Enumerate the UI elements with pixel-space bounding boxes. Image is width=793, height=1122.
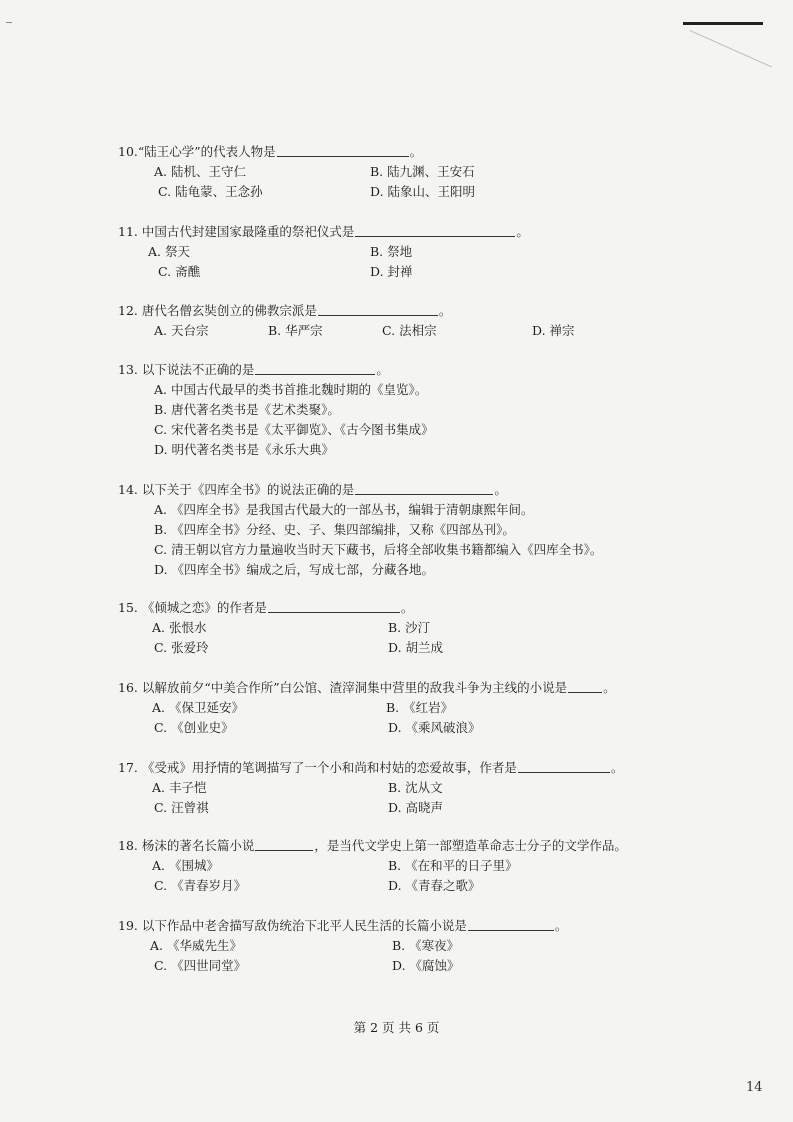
option-d: D. 陆象山、王阳明	[370, 184, 476, 199]
page-number: 14	[746, 1080, 763, 1095]
option-a: A. 陆机、王守仁	[154, 164, 246, 179]
question-10	[118, 142, 476, 202]
question-17	[118, 758, 623, 818]
option-c: C. 宋代著名类书是《太平御览》、《古今图书集成》	[154, 422, 434, 437]
question-stem	[118, 836, 627, 856]
option-b: B. 沙汀	[388, 620, 431, 635]
stem-end: 。	[400, 600, 414, 615]
stem-end: 。	[516, 224, 529, 239]
option-a: A. 《华威先生》	[150, 938, 242, 953]
question-15	[118, 598, 444, 658]
options-row	[118, 778, 623, 798]
answer-blank	[355, 480, 493, 495]
option-d: D. 胡兰成	[388, 640, 444, 655]
option-c: C. 《青春岁月》	[154, 878, 247, 893]
option-b: B. 《四库全书》分经、史、子、集四部编排，又称《四部丛刊》。	[154, 522, 515, 537]
question-13	[118, 360, 434, 460]
answer-blank	[518, 758, 610, 773]
question-stem	[118, 480, 602, 500]
options-row	[118, 638, 444, 658]
stem-text: 16. 以解放前夕“中美合作所”白公馆、渣滓洞集中营里的敌我斗争为主线的小说是	[118, 680, 568, 695]
answer-blank	[268, 598, 400, 613]
option-a: A. 祭天	[148, 244, 190, 259]
option-b: B. 华严宗	[268, 323, 323, 338]
options-row	[118, 262, 529, 282]
option-d: D. 禅宗	[532, 323, 575, 338]
question-stem	[118, 758, 623, 778]
stem-text: 19. 以下作品中老舍描写敌伪统治下北平人民生活的长篇小说是	[118, 918, 467, 933]
option-c: C. 汪曾祺	[154, 800, 209, 815]
stem-end: 。	[438, 303, 452, 318]
question-stem	[118, 301, 451, 321]
stem-text: 18. 杨沫的著名长篇小说	[118, 838, 255, 853]
stem-end: 。	[610, 760, 624, 775]
answer-blank	[255, 360, 375, 375]
stem-text: 17. 《受戒》用抒情的笔调描写了一个小和尚和村姑的恋爱故事，作者是	[118, 760, 517, 775]
stem-text: 11. 中国古代封建国家最隆重的祭祀仪式是	[118, 224, 355, 239]
option-d: D. 《腐蚀》	[392, 958, 460, 973]
options-row	[118, 182, 476, 202]
stem-end: 。	[603, 680, 616, 695]
corner-tick	[6, 22, 12, 23]
answer-blank	[468, 916, 554, 931]
option-b: B. 《红岩》	[386, 700, 454, 715]
options-row	[118, 956, 567, 976]
answer-blank	[318, 301, 438, 316]
options-row	[118, 698, 616, 718]
question-stem	[118, 142, 422, 162]
options-row	[118, 856, 627, 876]
option-c: C. 法相宗	[382, 323, 437, 338]
answer-blank	[277, 142, 409, 157]
option-a: A. 张恨水	[152, 620, 207, 635]
option-d: D. 《四库全书》编成之后，写成七部，分藏各地。	[154, 562, 435, 577]
question-19	[118, 916, 567, 976]
option-d: D. 明代著名类书是《永乐大典》	[154, 442, 335, 457]
stem-end: 。	[494, 482, 507, 497]
option-c: C. 张爱玲	[154, 640, 209, 655]
option-a: A. 《四库全书》是我国古代最大的一部丛书，编辑于清朝康熙年间。	[154, 502, 534, 517]
options-row	[118, 798, 623, 818]
stem-end: 。	[376, 362, 389, 377]
options-row	[118, 876, 627, 896]
question-stem	[118, 222, 529, 242]
stem-text: 12. 唐代名僧玄奘创立的佛教宗派是	[118, 303, 317, 318]
option-c: C. 斋醮	[158, 264, 201, 279]
question-16	[118, 678, 616, 738]
options-row	[118, 321, 575, 341]
option-d: D. 《乘风破浪》	[388, 720, 481, 735]
question-stem	[118, 678, 616, 698]
question-stem	[118, 598, 413, 618]
option-c: C. 清王朝以官方力量遍收当时天下藏书，后将全部收集书籍都编入《四库全书》。	[154, 542, 603, 557]
stem-end: ，是当代文学史上第一部塑造革命志士分子的文学作品。	[314, 838, 627, 853]
stem-text: 15. 《倾城之恋》的作者是	[118, 600, 267, 615]
question-stem	[118, 916, 567, 936]
option-b: B. 唐代著名类书是《艺术类聚》。	[154, 402, 340, 417]
options-row	[118, 162, 475, 182]
stem-end: 。	[409, 144, 423, 159]
option-b: B. 陆九渊、王安石	[370, 164, 475, 179]
option-a: A. 天台宗	[154, 323, 209, 338]
option-a: A. 丰子恺	[152, 780, 207, 795]
stem-end: 。	[554, 918, 568, 933]
question-14	[118, 480, 602, 580]
option-b: B. 《寒夜》	[392, 938, 460, 953]
stem-text: 13. 以下说法不正确的是	[118, 362, 255, 377]
scan-mark	[683, 22, 763, 25]
answer-blank	[355, 222, 515, 237]
option-c: C. 陆龟蒙、王念孙	[158, 184, 263, 199]
option-b: B. 祭地	[370, 244, 413, 259]
options-row	[118, 718, 616, 738]
options-row	[118, 242, 529, 262]
question-stem	[118, 360, 434, 380]
option-c: C. 《四世同堂》	[154, 958, 247, 973]
option-a: A. 《围城》	[152, 858, 219, 873]
option-b: B. 《在和平的日子里》	[388, 858, 518, 873]
question-11	[118, 222, 529, 282]
option-d: D. 《青春之歌》	[388, 878, 481, 893]
answer-blank	[255, 836, 313, 851]
option-a: A. 中国古代最早的类书首推北魏时期的《皇览》。	[154, 382, 428, 397]
option-d: D. 高晓声	[388, 800, 444, 815]
stem-text: 14. 以下关于《四库全书》的说法正确的是	[118, 482, 355, 497]
options-row	[118, 936, 567, 956]
option-b: B. 沈从文	[388, 780, 443, 795]
question-18	[118, 836, 627, 896]
option-c: C. 《创业史》	[154, 720, 234, 735]
answer-blank	[568, 678, 602, 693]
option-d: D. 封禅	[370, 264, 413, 279]
question-12	[118, 301, 575, 341]
scan-mark-diagonal	[690, 30, 773, 68]
page-footer: 第 2 页 共 6 页	[353, 1020, 440, 1035]
option-a: A. 《保卫延安》	[152, 700, 244, 715]
options-row	[118, 618, 431, 638]
stem-text: 10.“陆王心学”的代表人物是	[118, 144, 276, 159]
